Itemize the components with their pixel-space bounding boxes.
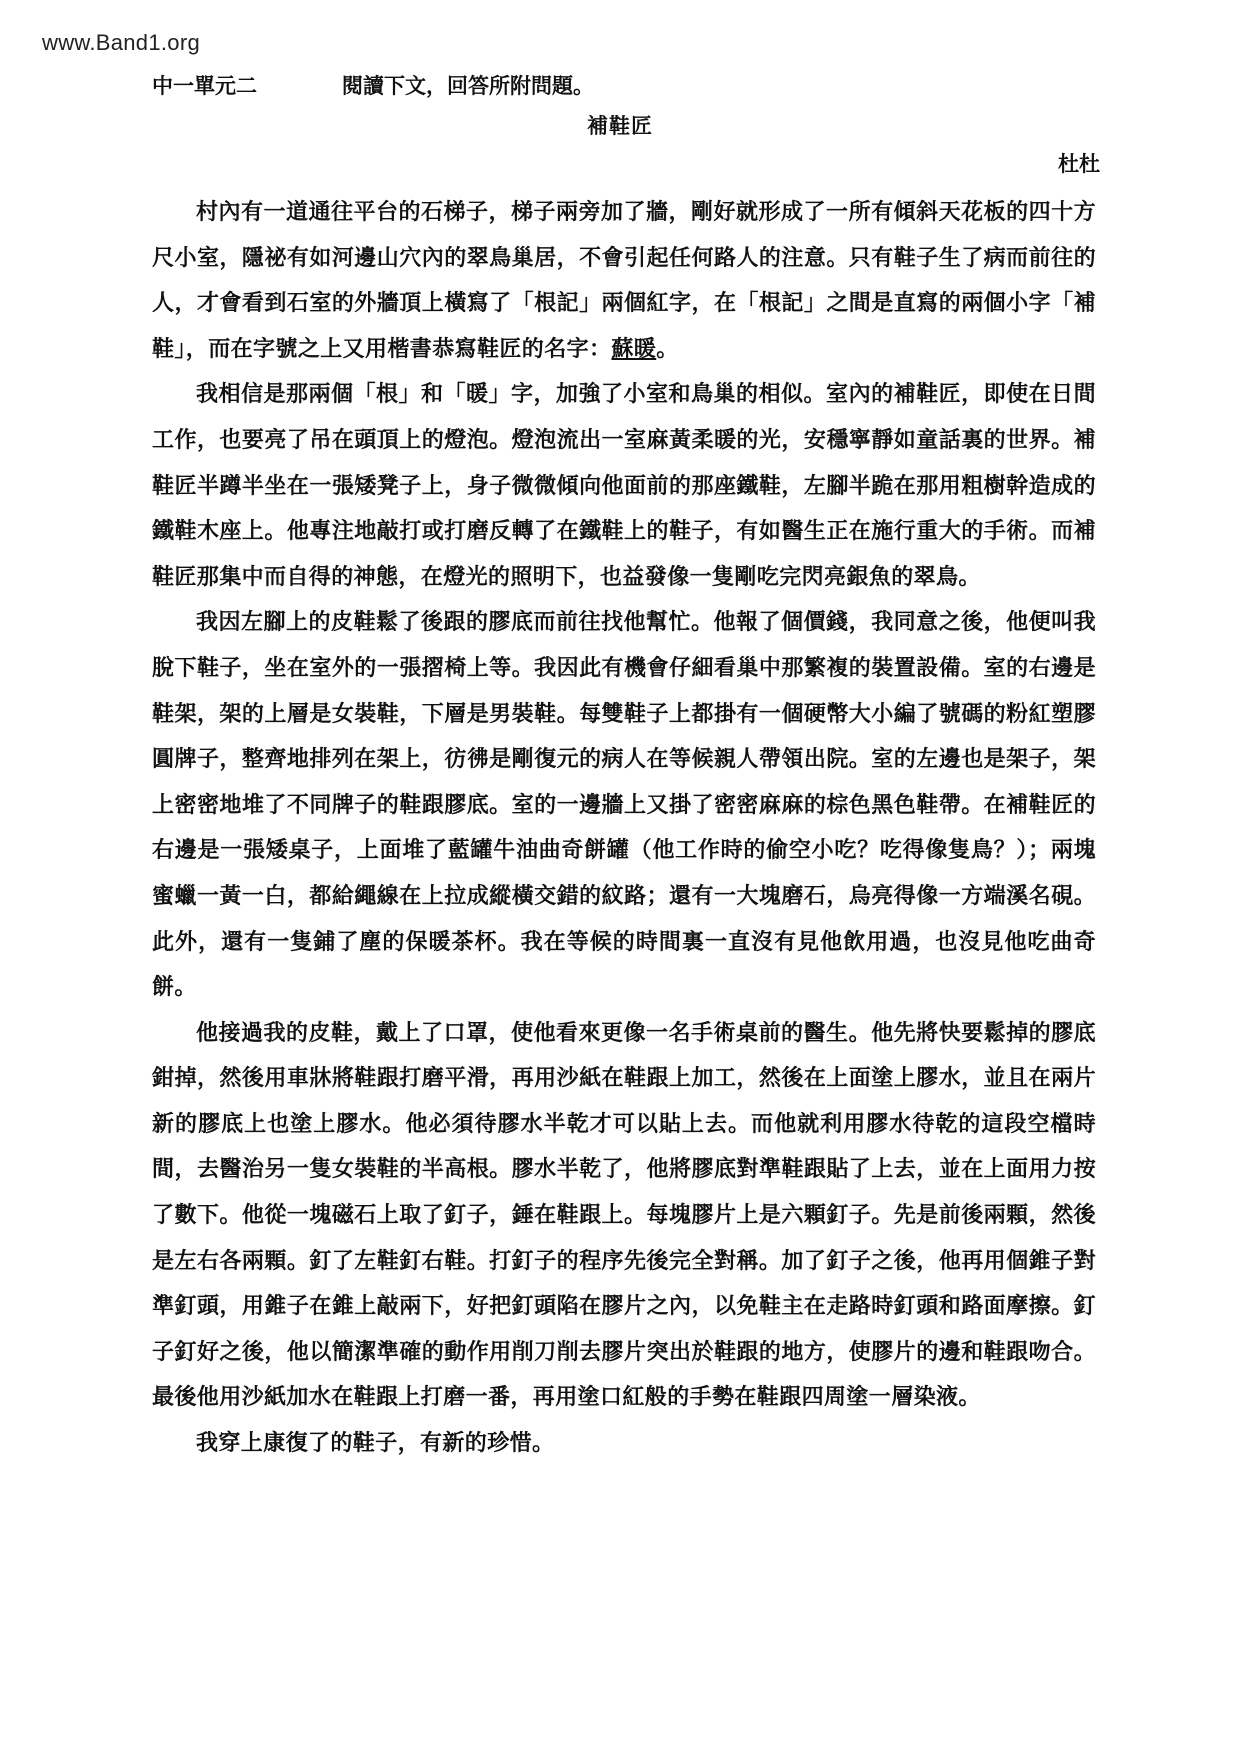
paragraph-5: 我穿上康復了的鞋子，有新的珍惜。 [196,1430,555,1457]
article-title: 補鞋匠 [587,113,653,138]
paragraph-1-text: 村內有一道通往平台的石梯子，梯子兩旁加了牆，剛好就形成了一所有傾斜天花板的四十方尺小室，隱祕有如河邊山穴內的翠鳥巢居，不會引起任何路人的注意。只有鞋子生了病而前往的人，才會看到石室的外牆頂上橫寫了「根記」兩個紅字，在「根記」之間是直寫的兩個小字「補鞋」，而在字號之上又用楷書恭寫鞋匠的名字： [152,199,1096,362]
article-author: 杜杜 [1058,151,1100,176]
paragraph-1 [152,190,1096,372]
worksheet-header [152,70,594,100]
paragraph-3: 我因左腳上的皮鞋鬆了後跟的膠底而前往找他幫忙。他報了個價錢，我同意之後，他便叫我脫下鞋子，坐在室外的一張摺椅上等。我因此有機會仔細看巢中那繁複的裝置設備。室的右邊是鞋架，架的上層是女裝鞋，下層是男裝鞋。每雙鞋子上都掛有一個硬幣大小編了號碼的粉紅塑膠圓牌子，整齊地排列在架上，彷彿是剛復元的病人在等候親人帶領出院。室的左邊也是架子，架上密密地堆了不同牌子的鞋跟膠底。室的一邊牆上又掛了密密麻麻的棕色黑色鞋帶。在補鞋匠的右邊是一張矮桌子，上面堆了藍罐牛油曲奇餅罐（他工作時的偷空小吃？吃得像隻鳥？）；兩塊蜜蠟一黃一白，都給繩線在上拉成縱橫交錯的紋路；還有一大塊磨石，烏亮得像一方端溪名硯。此外，還有一隻鋪了塵的保暖茶杯。我在等候的時間裏一直沒有見他飲用過，也沒見他吃曲奇餅。 [152,609,1096,1001]
paragraph-4: 他接過我的皮鞋，戴上了口罩，使他看來更像一名手術桌前的醫生。他先將快要鬆掉的膠底鉗掉，然後用車牀將鞋跟打磨平滑，再用沙紙在鞋跟上加工，然後在上面塗上膠水，並且在兩片新的膠底上也塗上膠水。他必須待膠水半乾才可以貼上去。而他就利用膠水待乾的這段空檔時間，去醫治另一隻女裝鞋的半高根。膠水半乾了，他將膠底對準鞋跟貼了上去，並在上面用力按了數下。他從一塊磁石上取了釘子，錘在鞋跟上。每塊膠片上是六顆釘子。先是前後兩顆，然後是左右各兩顆。釘了左鞋釘右鞋。打釘子的程序先後完全對稱。加了釘子之後，他再用個錐子對準釘頭，用錐子在錐上敲兩下，好把釘頭陷在膠片之內，以免鞋主在走路時釘頭和路面摩擦。釘子釘好之後，他以簡潔準確的動作用削刀削去膠片突出於鞋跟的地方，使膠片的邊和鞋跟吻合。最後他用沙紙加水在鞋跟上打磨一番，再用塗口紅般的手勢在鞋跟四周塗一層染液。 [152,1019,1096,1411]
paragraph-1-end: 。 [656,335,679,362]
site-watermark: www.Band1.org [42,30,200,55]
instruction-text: 閱讀下文，回答所附問題。 [342,73,594,98]
unit-label: 中一單元二 [152,73,257,98]
paragraph-2: 我相信是那兩個「根」和「暖」字，加強了小室和鳥巢的相似。室內的補鞋匠，即使在日間工作，也要亮了吊在頭頂上的燈泡。燈泡流出一室麻黃柔暖的光，安穩寧靜如童話裏的世界。補鞋匠半蹲半坐在一張矮凳子上，身子微微傾向他面前的那座鐵鞋，左腳半跪在那用粗樹幹造成的鐵鞋木座上。他專注地敲打或打磨反轉了在鐵鞋上的鞋子，有如醫生正在施行重大的手術。而補鞋匠那集中而自得的神態，在燈光的照明下，也益發像一隻剛吃完閃亮銀魚的翠鳥。 [152,381,1096,590]
article-body [152,190,1096,1467]
cobbler-name: 蘇暖 [611,335,657,362]
